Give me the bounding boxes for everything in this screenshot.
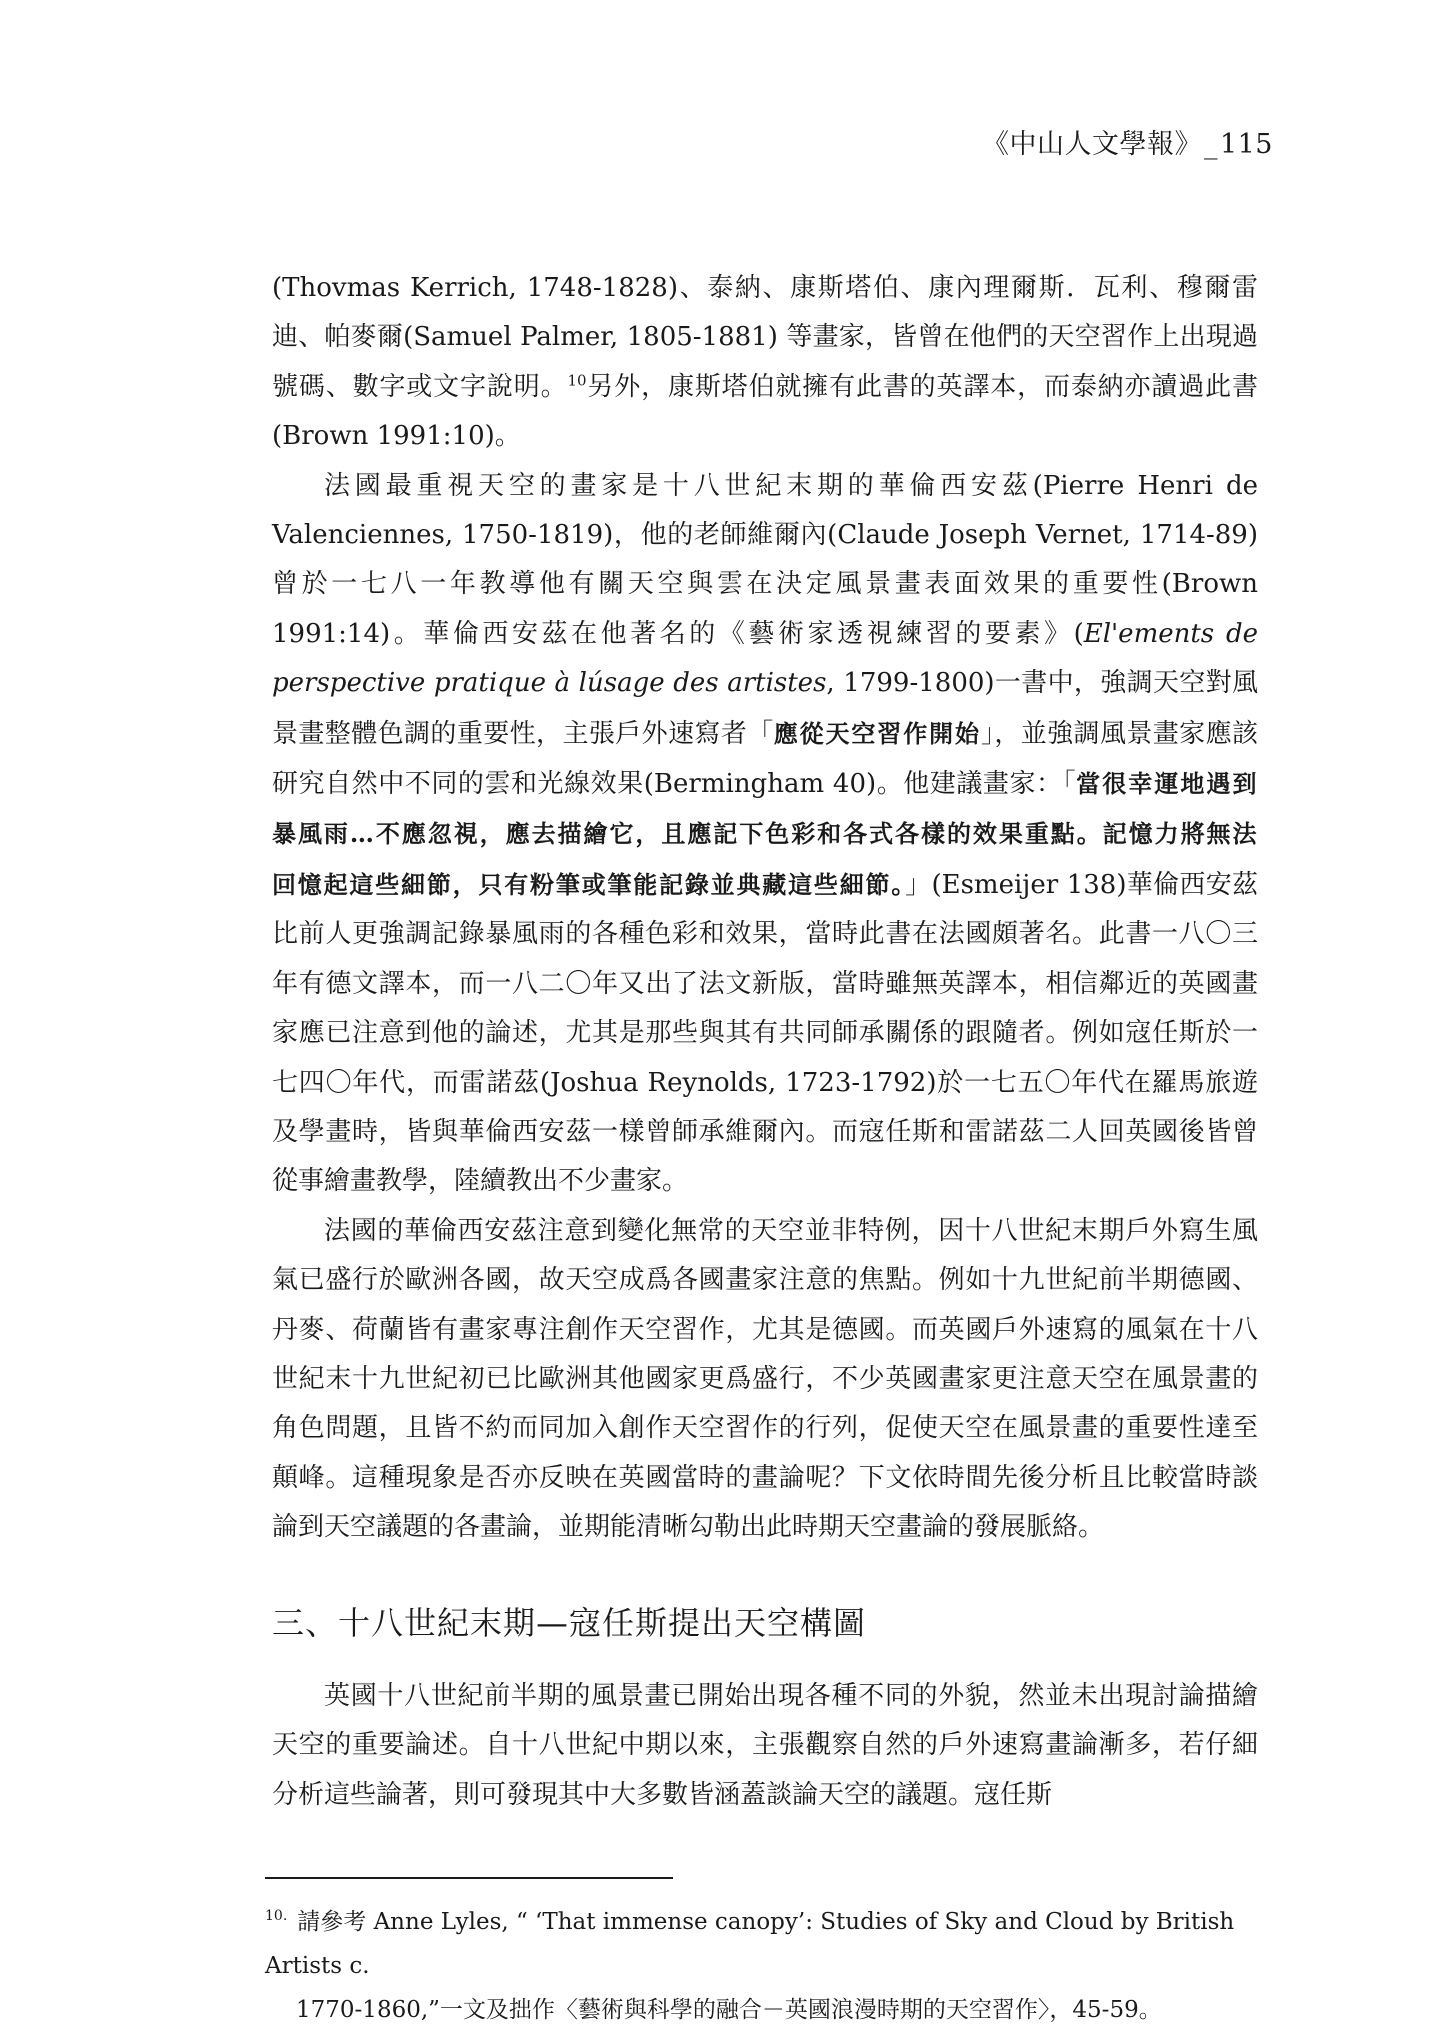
journal-title: 《中山人文學報》 — [981, 129, 1202, 160]
paragraph-text: 法國的華倫西安茲注意到變化無常的天空並非特例，因十八世紀末期戶外寫生風氣已盛行於歐洲各國，故天空成爲各國畫家注意的焦點。例如十九世紀前半期德國、丹麥、荷蘭皆有畫家專注創作天空習作，尤其是德國。而英國戶外速寫的風氣在十八世紀末十九世紀初已比歐洲其他國家更爲盛行，不少英國畫家更注意天空在風景畫的角色問題，且皆不約而同加入創作天空習作的行列，促使天空在風景畫的重要性達至顛峰。這種現象是否亦反映在英國當時的畫論呢？下文依時間先後分析且比較當時談論到天空議題的各畫論，並期能清晰勾勒出此時期天空畫論的發展脈絡。 — [272, 1215, 1258, 1543]
paragraph-text: 法國最重視天空的畫家是十八世紀末期的華倫西安茲(Pierre Henri de Valenciennes, 1750-1819)，他的老師維爾內(Claude Joseph Vernet, 1714-89)曾於一七八一年教導他有關天空與雲在決定風景畫表面效果的重要性(Brown 1991:14)。華倫西安茲在他著名的《藝術家透視練習的要素》( — [272, 470, 1258, 649]
section-body — [272, 1672, 1258, 1820]
book-title-italic: El'ements de perspective pratique à lúsage des artistes — [272, 618, 1258, 699]
paragraph — [272, 1207, 1258, 1553]
body-text — [272, 264, 1258, 1553]
paragraph-continued — [272, 264, 1258, 462]
header-separator: _ — [1203, 129, 1218, 160]
footnote-line: 請參考 Anne Lyles, “ ‘That immense canopy’: Studies of Sky and Cloud by British Artists c. — [265, 1909, 1235, 1979]
footnote-marker: 10. — [265, 1908, 288, 1925]
quotation: 應從天空習作開始 — [773, 718, 981, 748]
paragraph-text: 」，並強調風景畫家應該研究自然中不同的雲和光線效果(Bermingham 40)。他建議畫家：「 — [272, 718, 1258, 800]
page-number: 115 — [1219, 129, 1273, 160]
footnote-reference: 10 — [567, 371, 587, 390]
paragraph-text: , 1799-1800)一書中，強調天空對風景畫整體色調的重要性，主張戶外速寫者「 — [272, 668, 1258, 749]
footnote-divider — [265, 1877, 673, 1879]
paragraph-text: 另外，康斯塔伯就擁有此書的英譯本，而泰納亦讀過此書(Brown 1991:10)。 — [272, 371, 1258, 452]
paragraph — [272, 462, 1258, 1207]
footnote — [265, 1900, 1260, 2032]
section-heading: 三、十八世紀末期—寇任斯提出天空構圖 — [272, 1604, 867, 1642]
running-header — [982, 122, 1273, 161]
paragraph: 英國十八世紀前半期的風景畫已開始出現各種不同的外貌，然並未出現討論描繪天空的重要論述。自十八世紀中期以來，主張觀察自然的戶外速寫畫論漸多，若仔細分析這些論著，則可發現其中大多數皆涵蓋談論天空的議題。寇任斯 — [272, 1681, 1258, 1810]
footnote-line: 1770-1860,”一文及拙作〈藝術與科學的融合－英國浪漫時期的天空習作〉，45-59。 — [296, 1997, 1162, 2023]
paragraph-text: 」(Esmeijer 138)華倫西安茲比前人更強調記錄暴風雨的各種色彩和效果，當時此書在法國頗著名。此書一八〇三年有德文譯本，而一八二〇年又出了法文新版，當時雖無英譯本，相信鄰近的英國畫家應已注意到他的論述，尤其是那些與其有共同師承關係的跟隨者。例如寇任斯於一七四〇年代，而雷諾茲(Joshua Reynolds, 1723-1792)於一七五〇年代在羅馬旅遊及學畫時，皆與華倫西安茲一樣曾師承維爾內。而寇任斯和雷諾茲二人回英國後皆曾從事繪畫教學，陸續教出不少畫家。 — [272, 869, 1259, 1197]
paragraph-text: (Thovmas Kerrich, 1748-1828)、泰納、康斯塔伯、康內理爾斯．瓦利、穆爾雷迪、帕麥爾(Samuel Palmer, 1805-1881) 等畫家，皆曾在他們的天空習作上出現過號碼、數字或文字說明。 — [272, 273, 1258, 402]
quotation: 當很幸運地遇到暴風雨…不應忽視，應去描繪它，且應記下色彩和各式各樣的效果重點。記憶力將無法回憶起這些細節，只有粉筆或筆能記錄並典藏這些細節。 — [272, 769, 1258, 899]
